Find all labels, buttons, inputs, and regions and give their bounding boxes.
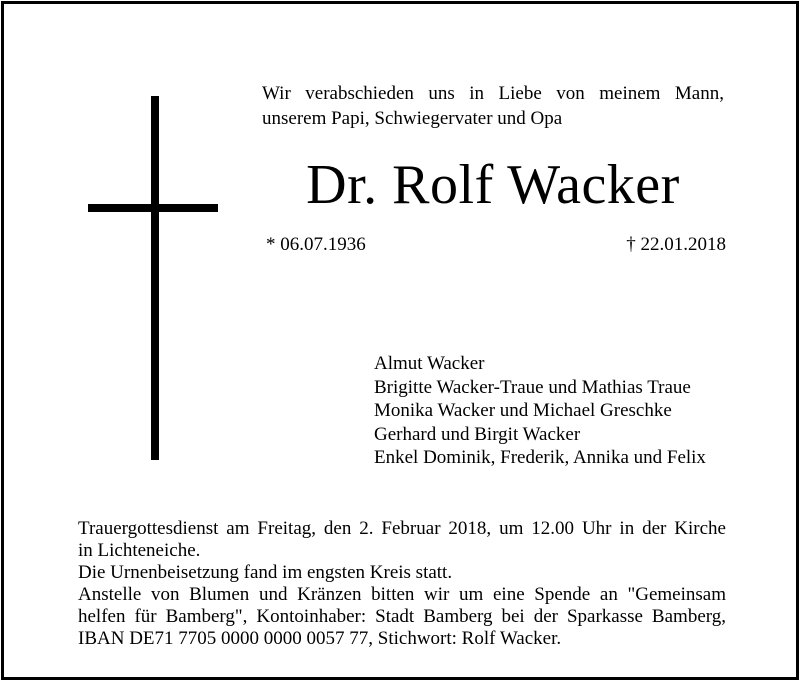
- notice-line: Anstelle von Blumen und Kränzen bitten wir um eine Spende an "Gemeinsam: [78, 584, 726, 605]
- notice-line: Trauergottesdienst am Freitag, den 2. Februar 2018, um 12.00 Uhr in der Kirche: [78, 518, 726, 539]
- birth-date: * 06.07.1936: [266, 234, 366, 255]
- notice-line: in Lichteneiche.: [78, 540, 201, 561]
- family-member: Gerhard und Birgit Wacker: [374, 423, 581, 445]
- family-member: Monika Wacker und Michael Greschke: [374, 400, 672, 421]
- cross-vertical-bar: [151, 96, 159, 460]
- intro-text: [262, 81, 724, 131]
- deceased-name: Dr. Rolf Wacker: [306, 154, 680, 216]
- obituary-notice: [1, 1, 799, 680]
- death-date: † 22.01.2018: [626, 234, 726, 255]
- notice-line: helfen für Bamberg", Kontoinhaber: Stadt Bamberg bei der Sparkasse Bamberg,: [78, 606, 726, 627]
- intro-line-1: Wir verabschieden uns in Liebe von meinem Mann,: [262, 83, 724, 104]
- notice-line: Die Urnenbeisetzung fand im engsten Kreis statt.: [78, 562, 453, 583]
- notice-line: IBAN DE71 7705 0000 0000 0057 77, Stichwort: Rolf Wacker.: [78, 628, 562, 649]
- intro-line-2: unserem Papi, Schwiegervater und Opa: [262, 108, 563, 129]
- family-member: Almut Wacker: [374, 353, 485, 374]
- service-notice: [78, 518, 726, 650]
- family-list: [374, 352, 706, 470]
- family-member: Brigitte Wacker-Traue und Mathias Traue: [374, 376, 691, 398]
- cross-horizontal-bar: [88, 204, 218, 212]
- family-member: Enkel Dominik, Frederik, Annika und Felix: [374, 447, 706, 468]
